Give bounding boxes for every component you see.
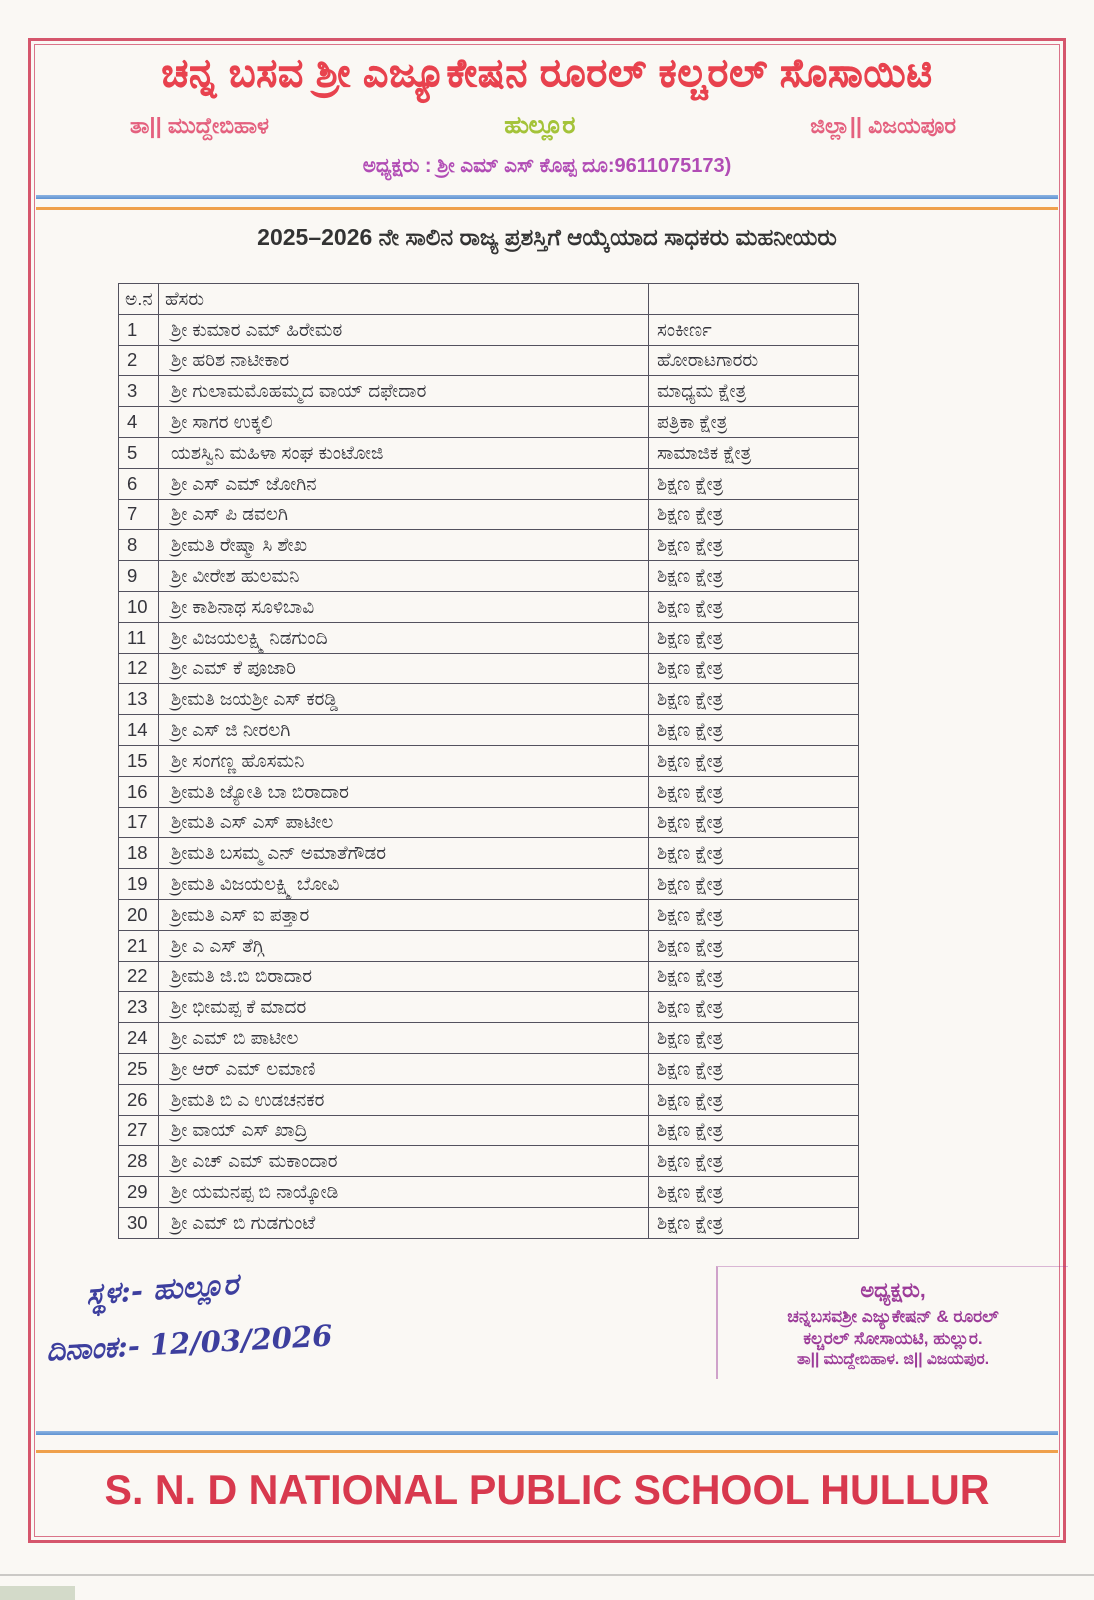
name-cell: ಶ್ರೀ ಎಸ್ ಜಿ ನೀರಲಗಿ [159, 715, 649, 746]
serial-cell: 5 [119, 437, 159, 468]
serial-cell: 4 [119, 407, 159, 438]
handwritten-place: ಸ್ಥಳ:- ಹುಲ್ಲೂರ [84, 1266, 240, 1312]
name-cell: ಶ್ರೀ ಹರಿಶ ನಾಟೀಕಾರ [159, 345, 649, 376]
field-cell: ಶಿಕ್ಷಣ ಕ್ಷೇತ್ರ [649, 561, 859, 592]
table-body [119, 314, 859, 1238]
name-cell: ಯಶಸ್ವಿನಿ ಮಹಿಳಾ ಸಂಘ ಕುಂಟೋಜಿ [159, 437, 649, 468]
name-cell: ಶ್ರೀ ಕುಮಾರ ಎಮ್ ಹಿರೇಮಠ [159, 314, 649, 345]
table-header-row [119, 284, 859, 315]
stamp-title: ಅಧ್ಯಕ್ಷರು, [860, 1279, 926, 1302]
serial-cell: 20 [119, 899, 159, 930]
serial-cell: 11 [119, 622, 159, 653]
name-cell: ಶ್ರೀಮತಿ ಎಸ್ ಐ ಪತ್ತಾರ [159, 899, 649, 930]
table-row [119, 653, 859, 684]
footer-divider-orange-line [36, 1450, 1058, 1453]
serial-cell: 30 [119, 1207, 159, 1238]
field-cell: ಶಿಕ್ಷಣ ಕ್ಷೇತ್ರ [649, 899, 859, 930]
scan-edge-line [0, 1574, 1094, 1576]
field-cell: ಶಿಕ್ಷಣ ಕ್ಷೇತ್ರ [649, 1053, 859, 1084]
handwritten-date: ದಿನಾಂಕ:- 12/03/2026 [45, 1318, 334, 1368]
name-cell: ಶ್ರೀಮತಿ ಬಿ ಎ ಉಡಚನಕರ [159, 1084, 649, 1115]
table-row [119, 869, 859, 900]
serial-cell: 10 [119, 591, 159, 622]
table-row [119, 1053, 859, 1084]
field-cell: ಶಿಕ್ಷಣ ಕ್ಷೇತ್ರ [649, 930, 859, 961]
table-row [119, 745, 859, 776]
name-cell: ಶ್ರೀ ಎಮ್ ಬಿ ಗುಡಗುಂಟೆ [159, 1207, 649, 1238]
field-cell: ಶಿಕ್ಷಣ ಕ್ಷೇತ್ರ [649, 745, 859, 776]
table-row [119, 1115, 859, 1146]
table-row [119, 622, 859, 653]
name-cell: ಶ್ರೀ ಕಾಶಿನಾಥ ಸೂಳಿಬಾವಿ [159, 591, 649, 622]
serial-cell: 16 [119, 776, 159, 807]
table-row [119, 530, 859, 561]
table-row [119, 407, 859, 438]
table-row [119, 1146, 859, 1177]
serial-cell: 29 [119, 1177, 159, 1208]
field-cell: ಶಿಕ್ಷಣ ಕ್ಷೇತ್ರ [649, 869, 859, 900]
field-cell: ಮಾಧ್ಯಮ ಕ್ಷೇತ್ರ [649, 376, 859, 407]
table-row [119, 930, 859, 961]
table-row [119, 899, 859, 930]
field-cell: ಶಿಕ್ಷಣ ಕ್ಷೇತ್ರ [649, 468, 859, 499]
serial-cell: 2 [119, 345, 159, 376]
table-row [119, 314, 859, 345]
serial-cell: 6 [119, 468, 159, 499]
column-header-serial: ಅ.ನ [119, 284, 159, 315]
school-name: S. N. D NATIONAL PUBLIC SCHOOL HULLUR [104, 1466, 990, 1513]
field-cell: ಶಿಕ್ಷಣ ಕ್ಷೇತ್ರ [649, 1115, 859, 1146]
field-cell: ಶಿಕ್ಷಣ ಕ್ಷೇತ್ರ [649, 1023, 859, 1054]
document-title: 2025–2026 ನೇ ಸಾಲಿನ ರಾಜ್ಯ ಪ್ರಶಸ್ತಿಗೆ ಆಯ್ಕೆಯಾದ ಸಾಧಕರು ಮಹನೀಯರು [257, 224, 837, 250]
table-row [119, 499, 859, 530]
name-cell: ಶ್ರೀ ಯಮನಪ್ಪ ಬಿ ನಾಯ್ಕೋಡಿ [159, 1177, 649, 1208]
name-cell: ಶ್ರೀ ಎಮ್ ಕೆ ಪೂಜಾರಿ [159, 653, 649, 684]
field-cell: ಶಿಕ್ಷಣ ಕ್ಷೇತ್ರ [649, 622, 859, 653]
name-cell: ಶ್ರೀ ಆರ್ ಎಮ್ ಲಮಾಣಿ [159, 1053, 649, 1084]
header-divider-orange-line [36, 207, 1058, 210]
column-header-name: ಹೆಸರು [159, 284, 649, 315]
serial-cell: 21 [119, 930, 159, 961]
serial-cell: 3 [119, 376, 159, 407]
table-row [119, 1023, 859, 1054]
name-cell: ಶ್ರೀ ಎಚ್ ಎಮ್ ಮಕಾಂದಾರ [159, 1146, 649, 1177]
name-cell: ಶ್ರೀ ವಾಯ್ ಎಸ್ ಖಾದ್ರಿ [159, 1115, 649, 1146]
field-cell: ಶಿಕ್ಷಣ ಕ್ಷೇತ್ರ [649, 992, 859, 1023]
serial-cell: 15 [119, 745, 159, 776]
field-cell: ಹೋರಾಟಗಾರರು [649, 345, 859, 376]
table-row [119, 1207, 859, 1238]
table-row [119, 345, 859, 376]
field-cell: ಶಿಕ್ಷಣ ಕ್ಷೇತ್ರ [649, 838, 859, 869]
table-row [119, 776, 859, 807]
field-cell: ಶಿಕ್ಷಣ ಕ್ಷೇತ್ರ [649, 1207, 859, 1238]
name-cell: ಶ್ರೀಮತಿ ವಿಜಯಲಕ್ಷ್ಮಿ ಬೋವಿ [159, 869, 649, 900]
serial-cell: 25 [119, 1053, 159, 1084]
field-cell: ಶಿಕ್ಷಣ ಕ್ಷೇತ್ರ [649, 499, 859, 530]
serial-cell: 1 [119, 314, 159, 345]
name-cell: ಶ್ರೀಮತಿ ರೇಷ್ಮಾ ಸಿ ಶೇಖ [159, 530, 649, 561]
name-cell: ಶ್ರೀ ಭೀಮಪ್ಪ ಕೆ ಮಾದರ [159, 992, 649, 1023]
footer-divider-blue-line [36, 1431, 1058, 1435]
table-row [119, 838, 859, 869]
name-cell: ಶ್ರೀಮತಿ ಬಸಮ್ಮ ಎನ್ ಅಮಾತೆಗೌಡರ [159, 838, 649, 869]
president-contact-line: ಅಧ್ಯಕ್ಷರು : ಶ್ರೀ ಎಮ್ ಎಸ್ ಕೊಪ್ಪ ದೂ:9611075173) [362, 155, 732, 177]
header-divider-blue-line [36, 195, 1058, 199]
field-cell: ಶಿಕ್ಷಣ ಕ್ಷೇತ್ರ [649, 1146, 859, 1177]
name-cell: ಶ್ರೀ ಗುಲಾಮಮೊಹಮ್ಮದ ವಾಯ್ ದಫೇದಾರ [159, 376, 649, 407]
field-cell: ಶಿಕ್ಷಣ ಕ್ಷೇತ್ರ [649, 715, 859, 746]
column-header-field [649, 284, 859, 315]
table-row [119, 684, 859, 715]
name-cell: ಶ್ರೀ ಎಸ್ ಪಿ ಡವಲಗಿ [159, 499, 649, 530]
name-cell: ಶ್ರೀ ಎ ಎಸ್ ತೆಗ್ಗಿ [159, 930, 649, 961]
field-cell: ಶಿಕ್ಷಣ ಕ್ಷೇತ್ರ [649, 684, 859, 715]
table-row [119, 992, 859, 1023]
table-row [119, 807, 859, 838]
name-cell: ಶ್ರೀ ವೀರೇಶ ಹುಲಮನಿ [159, 561, 649, 592]
stamp-society-place: ಕಲ್ಚರಲ್ ಸೋಸಾಯಟಿ, ಹುಲ್ಲುರ. [803, 1329, 983, 1348]
serial-cell: 18 [119, 838, 159, 869]
taluk-label: ತಾ|| ಮುದ್ದೇಬಿಹಾಳ [130, 113, 269, 138]
field-cell: ಸಂಕೀರ್ಣ [649, 314, 859, 345]
serial-cell: 14 [119, 715, 159, 746]
name-cell: ಶ್ರೀ ಎಮ್ ಬಿ ಪಾಟೀಲ [159, 1023, 649, 1054]
name-cell: ಶ್ರೀ ಸಂಗಣ್ಣ ಹೊಸಮನಿ [159, 745, 649, 776]
society-title: ಚನ್ನ ಬಸವ ಶ್ರೀ ಎಜ್ಯೂಕೇಷನ ರೂರಲ್ ಕಲ್ಚರಲ್ ಸೊಸಾಯಿಟಿ [161, 52, 933, 95]
district-label: ಜಿಲ್ಲಾ|| ವಿಜಯಪೂರ [810, 113, 956, 138]
field-cell: ಶಿಕ್ಷಣ ಕ್ಷೇತ್ರ [649, 1177, 859, 1208]
field-cell: ಶಿಕ್ಷಣ ಕ್ಷೇತ್ರ [649, 591, 859, 622]
serial-cell: 27 [119, 1115, 159, 1146]
field-cell: ಶಿಕ್ಷಣ ಕ್ಷೇತ್ರ [649, 961, 859, 992]
serial-cell: 24 [119, 1023, 159, 1054]
table-row [119, 376, 859, 407]
serial-cell: 23 [119, 992, 159, 1023]
table-row [119, 437, 859, 468]
field-cell: ಶಿಕ್ಷಣ ಕ್ಷೇತ್ರ [649, 530, 859, 561]
table-row [119, 715, 859, 746]
serial-cell: 8 [119, 530, 159, 561]
field-cell: ಸಾಮಾಜಿಕ ಕ್ಷೇತ್ರ [649, 437, 859, 468]
serial-cell: 9 [119, 561, 159, 592]
name-cell: ಶ್ರೀಮತಿ ಜಿ.ಬಿ ಬಿರಾದಾರ [159, 961, 649, 992]
serial-cell: 22 [119, 961, 159, 992]
village-label: ಹುಲ್ಲೂರ [504, 112, 575, 139]
president-stamp [716, 1266, 1068, 1379]
name-cell: ಶ್ರೀಮತಿ ಎಸ್ ಎಸ್ ಪಾಟೀಲ [159, 807, 649, 838]
serial-cell: 17 [119, 807, 159, 838]
table-row [119, 468, 859, 499]
location-row [130, 112, 956, 140]
field-cell: ಶಿಕ್ಷಣ ಕ್ಷೇತ್ರ [649, 1084, 859, 1115]
field-cell: ಶಿಕ್ಷಣ ಕ್ಷೇತ್ರ [649, 807, 859, 838]
stamp-society-name: ಚನ್ನಬಸವಶ್ರೀ ಎಜ್ಯುಕೇಷನ್ & ರೂರಲ್ [787, 1307, 999, 1326]
serial-cell: 19 [119, 869, 159, 900]
serial-cell: 12 [119, 653, 159, 684]
field-cell: ಶಿಕ್ಷಣ ಕ್ಷೇತ್ರ [649, 653, 859, 684]
serial-cell: 7 [119, 499, 159, 530]
table-row [119, 1084, 859, 1115]
serial-cell: 13 [119, 684, 159, 715]
table-row [119, 1177, 859, 1208]
table-row [119, 961, 859, 992]
field-cell: ಪತ್ರಿಕಾ ಕ್ಷೇತ್ರ [649, 407, 859, 438]
name-cell: ಶ್ರೀ ವಿಜಯಲಕ್ಷ್ಮಿ ನಿಡಗುಂದಿ [159, 622, 649, 653]
scan-smudge [0, 1586, 75, 1600]
name-cell: ಶ್ರೀ ಸಾಗರ ಉಕ್ಕಲಿ [159, 407, 649, 438]
table-row [119, 561, 859, 592]
name-cell: ಶ್ರೀ ಎಸ್ ಎಮ್ ಜೋಗಿನ [159, 468, 649, 499]
serial-cell: 28 [119, 1146, 159, 1177]
table-row [119, 591, 859, 622]
stamp-taluk-district: ತಾ|| ಮುದ್ದೇಬಿಹಾಳ. ಜಿ|| ವಿಜಯಪುರ. [796, 1351, 990, 1368]
name-cell: ಶ್ರೀಮತಿ ಜ್ಯೋತಿ ಬಾ ಬಿರಾದಾರ [159, 776, 649, 807]
awardees-table [118, 283, 859, 1239]
name-cell: ಶ್ರೀಮತಿ ಜಯಶ್ರೀ ಎಸ್ ಕರಡ್ಡಿ [159, 684, 649, 715]
serial-cell: 26 [119, 1084, 159, 1115]
field-cell: ಶಿಕ್ಷಣ ಕ್ಷೇತ್ರ [649, 776, 859, 807]
